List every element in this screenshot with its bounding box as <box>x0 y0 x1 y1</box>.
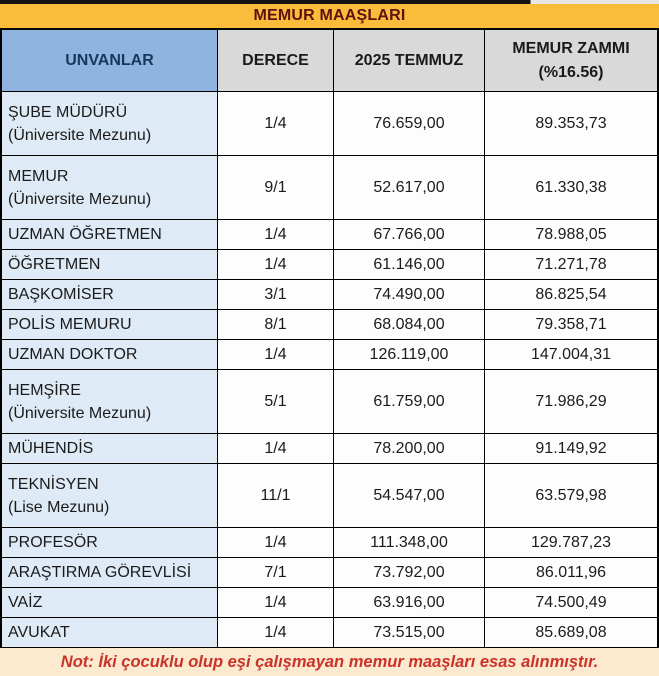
derece-cell: 7/1 <box>218 558 334 588</box>
unvan-subtitle: (Lise Mezunu) <box>8 498 110 516</box>
derece-cell: 1/4 <box>218 528 334 558</box>
temmuz-2025-cell: 52.617,00 <box>334 156 485 220</box>
unvan-title: ARAŞTIRMA GÖREVLİSİ <box>8 564 192 581</box>
temmuz-2025-cell: 61.759,00 <box>334 370 485 434</box>
derece-cell: 1/4 <box>218 92 334 156</box>
zam-cell: 71.986,29 <box>485 370 657 434</box>
unvan-cell <box>2 250 218 280</box>
temmuz-2025-cell: 63.916,00 <box>334 588 485 618</box>
derece-cell: 1/4 <box>218 434 334 464</box>
temmuz-2025-cell: 73.792,00 <box>334 558 485 588</box>
zam-cell: 129.787,23 <box>485 528 657 558</box>
unvan-cell <box>2 280 218 310</box>
temmuz-2025-cell: 61.146,00 <box>334 250 485 280</box>
derece-cell: 1/4 <box>218 618 334 648</box>
column-header-memur-zammi-line2: (%16.56) <box>538 63 604 81</box>
unvan-title: MEMUR <box>8 167 69 185</box>
unvan-cell <box>2 618 218 648</box>
zam-cell: 147.004,31 <box>485 340 657 370</box>
temmuz-2025-cell: 73.515,00 <box>334 618 485 648</box>
zam-cell: 85.689,08 <box>485 618 657 648</box>
unvan-cell <box>2 558 218 588</box>
zam-cell: 61.330,38 <box>485 156 657 220</box>
temmuz-2025-cell: 68.084,00 <box>334 310 485 340</box>
derece-cell: 1/4 <box>218 340 334 370</box>
zam-cell: 86.825,54 <box>485 280 657 310</box>
unvan-subtitle: (Üniversite Mezunu) <box>8 126 152 144</box>
unvan-cell <box>2 156 218 220</box>
unvan-title: TEKNİSYEN <box>8 475 99 493</box>
zam-cell: 91.149,92 <box>485 434 657 464</box>
derece-cell: 1/4 <box>218 220 334 250</box>
temmuz-2025-cell: 74.490,00 <box>334 280 485 310</box>
unvan-title: VAİZ <box>8 594 43 611</box>
unvan-title: UZMAN DOKTOR <box>8 346 138 363</box>
unvan-cell <box>2 340 218 370</box>
column-header-memur-zammi-line1: MEMUR ZAMMI <box>512 39 630 57</box>
zam-cell: 63.579,98 <box>485 464 657 528</box>
derece-cell: 11/1 <box>218 464 334 528</box>
derece-cell: 1/4 <box>218 588 334 618</box>
derece-cell: 3/1 <box>218 280 334 310</box>
derece-cell: 8/1 <box>218 310 334 340</box>
unvan-title: MÜHENDİS <box>8 440 94 457</box>
derece-cell: 5/1 <box>218 370 334 434</box>
column-header-2025-temmuz: 2025 TEMMUZ <box>334 30 485 92</box>
page-title: MEMUR MAAŞLARI <box>0 4 659 30</box>
temmuz-2025-cell: 126.119,00 <box>334 340 485 370</box>
unvan-subtitle: (Üniversite Mezunu) <box>8 190 152 208</box>
zam-cell: 89.353,73 <box>485 92 657 156</box>
zam-cell: 71.271,78 <box>485 250 657 280</box>
unvan-title: BAŞKOMİSER <box>8 286 114 303</box>
unvan-cell <box>2 370 218 434</box>
unvan-cell <box>2 434 218 464</box>
unvan-cell <box>2 92 218 156</box>
zam-cell: 79.358,71 <box>485 310 657 340</box>
zam-cell: 78.988,05 <box>485 220 657 250</box>
unvan-cell <box>2 220 218 250</box>
unvan-cell <box>2 588 218 618</box>
column-header-memur-zammi <box>485 30 657 92</box>
unvan-cell <box>2 464 218 528</box>
temmuz-2025-cell: 78.200,00 <box>334 434 485 464</box>
unvan-title: POLİS MEMURU <box>8 316 132 333</box>
temmuz-2025-cell: 76.659,00 <box>334 92 485 156</box>
footnote: Not: İki çocuklu olup eşi çalışmayan memur maaşları esas alınmıştır. <box>0 648 659 676</box>
unvan-title: AVUKAT <box>8 624 70 641</box>
column-header-derece: DERECE <box>218 30 334 92</box>
unvan-title: ŞUBE MÜDÜRÜ <box>8 103 128 121</box>
temmuz-2025-cell: 67.766,00 <box>334 220 485 250</box>
unvan-cell <box>2 310 218 340</box>
zam-cell: 74.500,49 <box>485 588 657 618</box>
unvan-title: UZMAN ÖĞRETMEN <box>8 226 162 243</box>
unvan-title: PROFESÖR <box>8 534 98 551</box>
column-header-unvanlar: UNVANLAR <box>2 30 218 92</box>
temmuz-2025-cell: 111.348,00 <box>334 528 485 558</box>
unvan-title: HEMŞİRE <box>8 381 81 399</box>
derece-cell: 1/4 <box>218 250 334 280</box>
unvan-cell <box>2 528 218 558</box>
derece-cell: 9/1 <box>218 156 334 220</box>
unvan-subtitle: (Üniversite Mezunu) <box>8 404 152 422</box>
temmuz-2025-cell: 54.547,00 <box>334 464 485 528</box>
salary-table <box>0 30 659 648</box>
zam-cell: 86.011,96 <box>485 558 657 588</box>
unvan-title: ÖĞRETMEN <box>8 256 101 273</box>
